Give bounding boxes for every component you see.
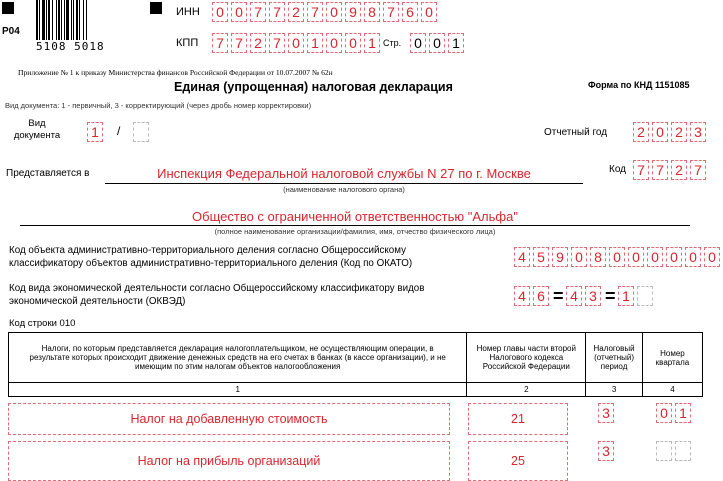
doc-type-correction[interactable]: [133, 122, 149, 142]
tax-name-row-2[interactable]: Налог на прибыль организаций: [8, 441, 450, 481]
kpp-cells-cell[interactable]: 2: [250, 33, 266, 53]
okved-label: Код вида экономической деятельности согласно Общероссийскому классификатору видов экономической деятельности (ОКВЭД): [9, 283, 425, 307]
inn-cells-cell[interactable]: 0: [231, 2, 247, 22]
col2-header: Номер главы части второй Налогового кодекса Российской Федерации: [467, 333, 586, 383]
okved-group-1-cell[interactable]: 6: [533, 286, 549, 306]
chapter-row-2[interactable]: 25: [468, 441, 568, 481]
col4-number: 4: [642, 383, 702, 397]
okato-cells-cell[interactable]: 5: [533, 247, 549, 267]
okved-group-2-cell[interactable]: 4: [566, 286, 582, 306]
okved-empty-cell[interactable]: [637, 286, 653, 306]
kpp-cells-cell[interactable]: 0: [345, 33, 361, 53]
inn-cells-cell[interactable]: 0: [421, 2, 437, 22]
kpp-cells-cell[interactable]: 1: [307, 33, 323, 53]
inn-label: ИНН: [176, 6, 200, 18]
appendix-note: Приложение № 1 к приказу Министерства финансов Российской Федерации от 10.07.2007 № 62н: [18, 68, 333, 77]
code-label: Код: [609, 164, 627, 175]
inn-cells-cell[interactable]: 7: [269, 2, 285, 22]
report-year-cells[interactable]: [633, 122, 709, 142]
page-code: Р04: [2, 26, 20, 37]
kpp-cells-cell[interactable]: 7: [231, 33, 247, 53]
okved-group-1[interactable]: [514, 286, 552, 306]
corner-marker-left: [2, 2, 14, 14]
org-name[interactable]: Общество с ограниченной ответственностью "Альфа": [192, 209, 518, 224]
kpp-cells-cell[interactable]: 0: [326, 33, 342, 53]
quarter-row-1-cell[interactable]: 1: [675, 403, 691, 423]
okato-cells-cell[interactable]: 4: [514, 247, 530, 267]
inn-cells-cell[interactable]: 6: [402, 2, 418, 22]
authority-code-cells[interactable]: [633, 160, 709, 180]
col3-header: Налоговый (отчетный) период: [586, 333, 643, 383]
col3-number: 3: [586, 383, 643, 397]
submitted-to-label: Представляется в: [6, 168, 90, 179]
org-caption: (полное наименование организации/фамилия, имя, отчество физического лица): [214, 227, 496, 236]
row-code-label: Код строки 010: [9, 318, 76, 329]
kpp-cells-cell[interactable]: 7: [269, 33, 285, 53]
okato-cells-cell[interactable]: 9: [552, 247, 568, 267]
col1-header: Налоги, по которым представляется декларация налогоплательщиком, не осуществляющим операции, в результате которых происходит движение денежных средств на его счетах в банках (в кассе организации), и не имеющим по этим налогам объектов налогообложения: [9, 333, 467, 383]
authority-code-cells-cell[interactable]: 7: [633, 160, 649, 180]
col1-number: 1: [9, 383, 467, 397]
kpp-cells-cell[interactable]: 7: [212, 33, 228, 53]
tax-table-header: [8, 332, 703, 397]
period-row-2[interactable]: 3: [598, 441, 614, 461]
quarter-row-1[interactable]: [656, 403, 694, 423]
quarter-row-2-cell-1[interactable]: [656, 441, 672, 461]
okato-cells-cell[interactable]: 0: [666, 247, 682, 267]
okato-cells-cell[interactable]: 8: [590, 247, 606, 267]
inn-cells-cell[interactable]: 7: [250, 2, 266, 22]
inn-cells-cell[interactable]: 7: [307, 2, 323, 22]
inn-cells-cell[interactable]: 9: [345, 2, 361, 22]
chapter-row-1[interactable]: 21: [468, 403, 568, 435]
okved-separator-1: =: [553, 286, 564, 306]
kpp-cells-cell[interactable]: 0: [288, 33, 304, 53]
authority-line: [105, 183, 583, 184]
okato-cells-cell[interactable]: 0: [609, 247, 625, 267]
quarter-row-2-cell-2[interactable]: [675, 441, 691, 461]
inn-cells-cell[interactable]: 2: [288, 2, 304, 22]
okved-group-3[interactable]: [618, 286, 637, 306]
period-row-1[interactable]: 3: [598, 403, 614, 423]
okato-cells-cell[interactable]: 0: [685, 247, 701, 267]
okato-cells-cell[interactable]: 0: [704, 247, 720, 267]
page-cells: [410, 33, 467, 53]
page-title: Единая (упрощенная) налоговая декларация: [174, 80, 453, 94]
barcode-number: 5108 5018: [36, 40, 105, 53]
quarter-row-1-cell[interactable]: 0: [656, 403, 672, 423]
col4-header: Номер квартала: [642, 333, 702, 383]
okved-group-2-cell[interactable]: 3: [585, 286, 601, 306]
doc-type-value[interactable]: 1: [87, 122, 103, 142]
report-year-cells-cell[interactable]: 0: [652, 122, 668, 142]
okato-cells-cell[interactable]: 0: [647, 247, 663, 267]
inn-cells-cell[interactable]: 8: [364, 2, 380, 22]
okved-group-1-cell[interactable]: 4: [514, 286, 530, 306]
okato-cells-cell[interactable]: 0: [628, 247, 644, 267]
page-cells-cell[interactable]: 1: [448, 33, 464, 53]
inn-cells-cell[interactable]: 0: [212, 2, 228, 22]
okato-cells[interactable]: [514, 247, 723, 267]
corner-marker-right: [150, 2, 162, 14]
doc-type-label: Вид документа: [13, 118, 61, 141]
okato-cells-cell[interactable]: 0: [571, 247, 587, 267]
col2-number: 2: [467, 383, 586, 397]
inn-cells-cell[interactable]: 0: [326, 2, 342, 22]
inn-cells-cell[interactable]: 7: [383, 2, 399, 22]
authority-caption: (наименование налогового органа): [283, 185, 405, 194]
okato-label: Код объекта административно-территориального деления согласно Общероссийскому классификатору объектов административно-территориального деления (Код по ОКАТО): [9, 245, 413, 269]
report-year-cells-cell[interactable]: 2: [671, 122, 687, 142]
page-cells-cell[interactable]: 0: [429, 33, 445, 53]
authority-code-cells-cell[interactable]: 7: [652, 160, 668, 180]
kpp-cells: [212, 33, 383, 53]
authority-code-cells-cell[interactable]: 2: [671, 160, 687, 180]
report-year-cells-cell[interactable]: 3: [690, 122, 706, 142]
doc-type-hint: Вид документа: 1 - первичный, 3 - корректирующий (через дробь номер корректировки): [5, 101, 312, 110]
quarter-row-2[interactable]: [656, 441, 694, 461]
page-label: Стр.: [383, 38, 402, 48]
inn-cells: [212, 2, 440, 22]
authority-code-cells-cell[interactable]: 7: [690, 160, 706, 180]
authority-name[interactable]: Инспекция Федеральной налоговой службы N 27 по г. Москве: [157, 166, 531, 181]
kpp-cells-cell[interactable]: 1: [364, 33, 380, 53]
barcode: [36, 0, 120, 40]
okved-separator-2: =: [605, 286, 616, 306]
knd-code: Форма по КНД 1151085: [588, 80, 690, 90]
org-line: [20, 225, 690, 226]
okved-group-2[interactable]: [566, 286, 604, 306]
report-year-cells-cell[interactable]: 2: [633, 122, 649, 142]
okved-group-3-cell[interactable]: 1: [618, 286, 634, 306]
doc-type-slash: /: [117, 124, 121, 138]
report-year-label: Отчетный год: [544, 127, 608, 138]
tax-name-row-1[interactable]: Налог на добавленную стоимость: [8, 403, 450, 435]
kpp-label: КПП: [176, 37, 199, 49]
page-cells-cell[interactable]: 0: [410, 33, 426, 53]
